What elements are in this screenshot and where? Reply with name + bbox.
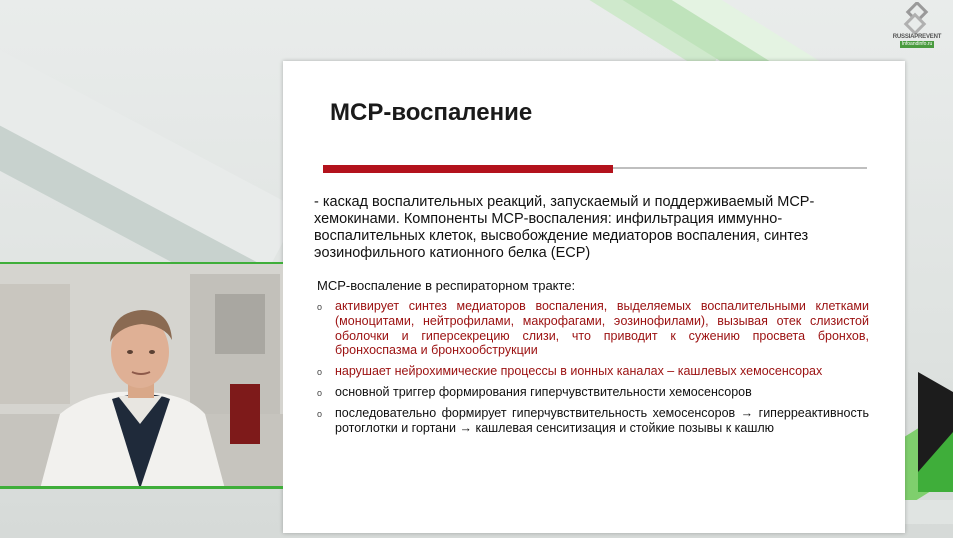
presentation-slide bbox=[283, 61, 905, 533]
presenter-video-icon bbox=[0, 264, 283, 489]
brand-logo bbox=[887, 2, 947, 54]
bullet-circle-icon: o bbox=[317, 408, 323, 419]
title-divider-accent bbox=[323, 165, 613, 173]
bullet-text: активирует синтез медиаторов воспаления, выделяемых воспалительными клетками (моноцитами, нейтрофилами, макрофагами, эозинофилами), вызывая отек слизистой оболочки и гиперсекрецию слизи, что приводит к сужению просвета бронхов, бронхоспазма и бронхообструкции bbox=[335, 299, 869, 358]
slide-title: MCP-воспаление bbox=[330, 99, 533, 126]
bullet-text: нарушает нейрохимические процессы в ионных каналах – кашлевых хемосенсорах bbox=[335, 364, 823, 379]
bullet-circle-icon: o bbox=[317, 302, 323, 312]
bullet-list bbox=[317, 299, 869, 441]
bullet-circle-icon: o bbox=[317, 367, 323, 378]
bullet-circle-icon: o bbox=[317, 387, 323, 398]
webcam-frame-border bbox=[0, 486, 283, 489]
list-item bbox=[317, 385, 869, 400]
slide-intro-text: - каскад воспалительных реакций, запускаемый и поддерживаемый MCP-хемокинами. Компоненты MCP-воспаления: инфильтрация иммунно-воспалительных клеток, высвобождение медиаторов воспаления, синтез эозинофильного катионного белка (ECP) bbox=[314, 194, 815, 261]
list-item bbox=[317, 299, 869, 358]
brand-name: RUSSIAPREVENT bbox=[892, 34, 942, 40]
brand-subtitle: Infoandinfo.ru bbox=[901, 41, 933, 47]
list-item bbox=[317, 364, 869, 379]
bullet-text: последовательно формирует гиперчувствительность хемосенсоров → гиперреактивность ротоглотки и гортани → кашлевая сенситизация и стойкие позывы к кашлю bbox=[335, 405, 869, 435]
brand-mark-icon bbox=[895, 2, 939, 34]
list-item bbox=[317, 406, 869, 436]
presenter-webcam bbox=[0, 262, 283, 489]
bullet-text: основной триггер формирования гиперчувствительности хемосенсоров bbox=[335, 384, 752, 399]
section-heading: MCP-воспаление в респираторном тракте: bbox=[317, 278, 576, 293]
decorative-corner-shape bbox=[918, 372, 953, 492]
